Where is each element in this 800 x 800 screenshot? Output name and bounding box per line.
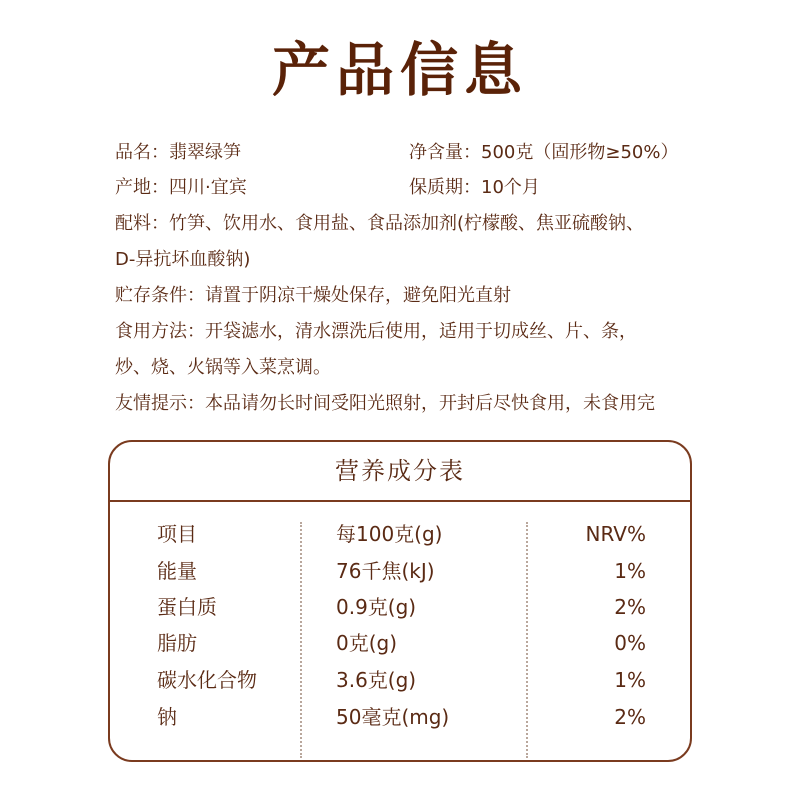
row-name: 钠 [157, 705, 177, 729]
product-name: 品名：翡翠绿笋 [115, 142, 241, 163]
header-item: 项目 [157, 522, 197, 546]
row-nrv: 0% [614, 631, 646, 655]
ingredients-line-2: D-异抗坏血酸钠) [115, 249, 251, 270]
card-title-divider [110, 500, 690, 502]
storage-conditions: 贮存条件：请置于阴凉干燥处保存，避免阳光直射 [115, 285, 511, 306]
row-nrv: 2% [614, 595, 646, 619]
header-nrv: NRV% [585, 522, 646, 546]
usage-line-2: 炒、烧、火锅等入菜烹调。 [115, 357, 331, 378]
row-amount: 50毫克(mg) [336, 705, 450, 729]
row-nrv: 1% [614, 559, 646, 583]
row-amount: 76千焦(kJ) [336, 559, 435, 583]
row-name: 脂肪 [157, 631, 197, 655]
nutrition-table-title: 营养成分表 [335, 457, 465, 485]
usage-line-1: 食用方法：开袋滤水，清水漂洗后使用，适用于切成丝、片、条， [115, 321, 637, 342]
origin: 产地：四川·宜宾 [115, 177, 247, 198]
net-content: 净含量：500克（固形物≥50%） [409, 142, 679, 163]
row-nrv: 1% [614, 668, 646, 692]
row-amount: 0克(g) [336, 631, 398, 655]
friendly-tips: 友情提示：本品请勿长时间受阳光照射，开封后尽快食用，未食用完 [115, 393, 655, 414]
row-name: 能量 [157, 559, 197, 583]
row-amount: 0.9克(g) [336, 595, 417, 619]
header-per-100g: 每100克(g) [336, 522, 443, 546]
ingredients-line-1: 配料：竹笋、饮用水、食用盐、食品添加剂(柠檬酸、焦亚硫酸钠、 [115, 213, 645, 234]
row-name: 碳水化合物 [157, 668, 257, 692]
row-amount: 3.6克(g) [336, 668, 417, 692]
row-nrv: 2% [614, 705, 646, 729]
page-title: 产品信息 [271, 36, 528, 104]
column-divider [526, 522, 528, 758]
row-name: 蛋白质 [157, 595, 217, 619]
column-divider [300, 522, 302, 758]
shelf-life: 保质期：10个月 [409, 177, 540, 198]
